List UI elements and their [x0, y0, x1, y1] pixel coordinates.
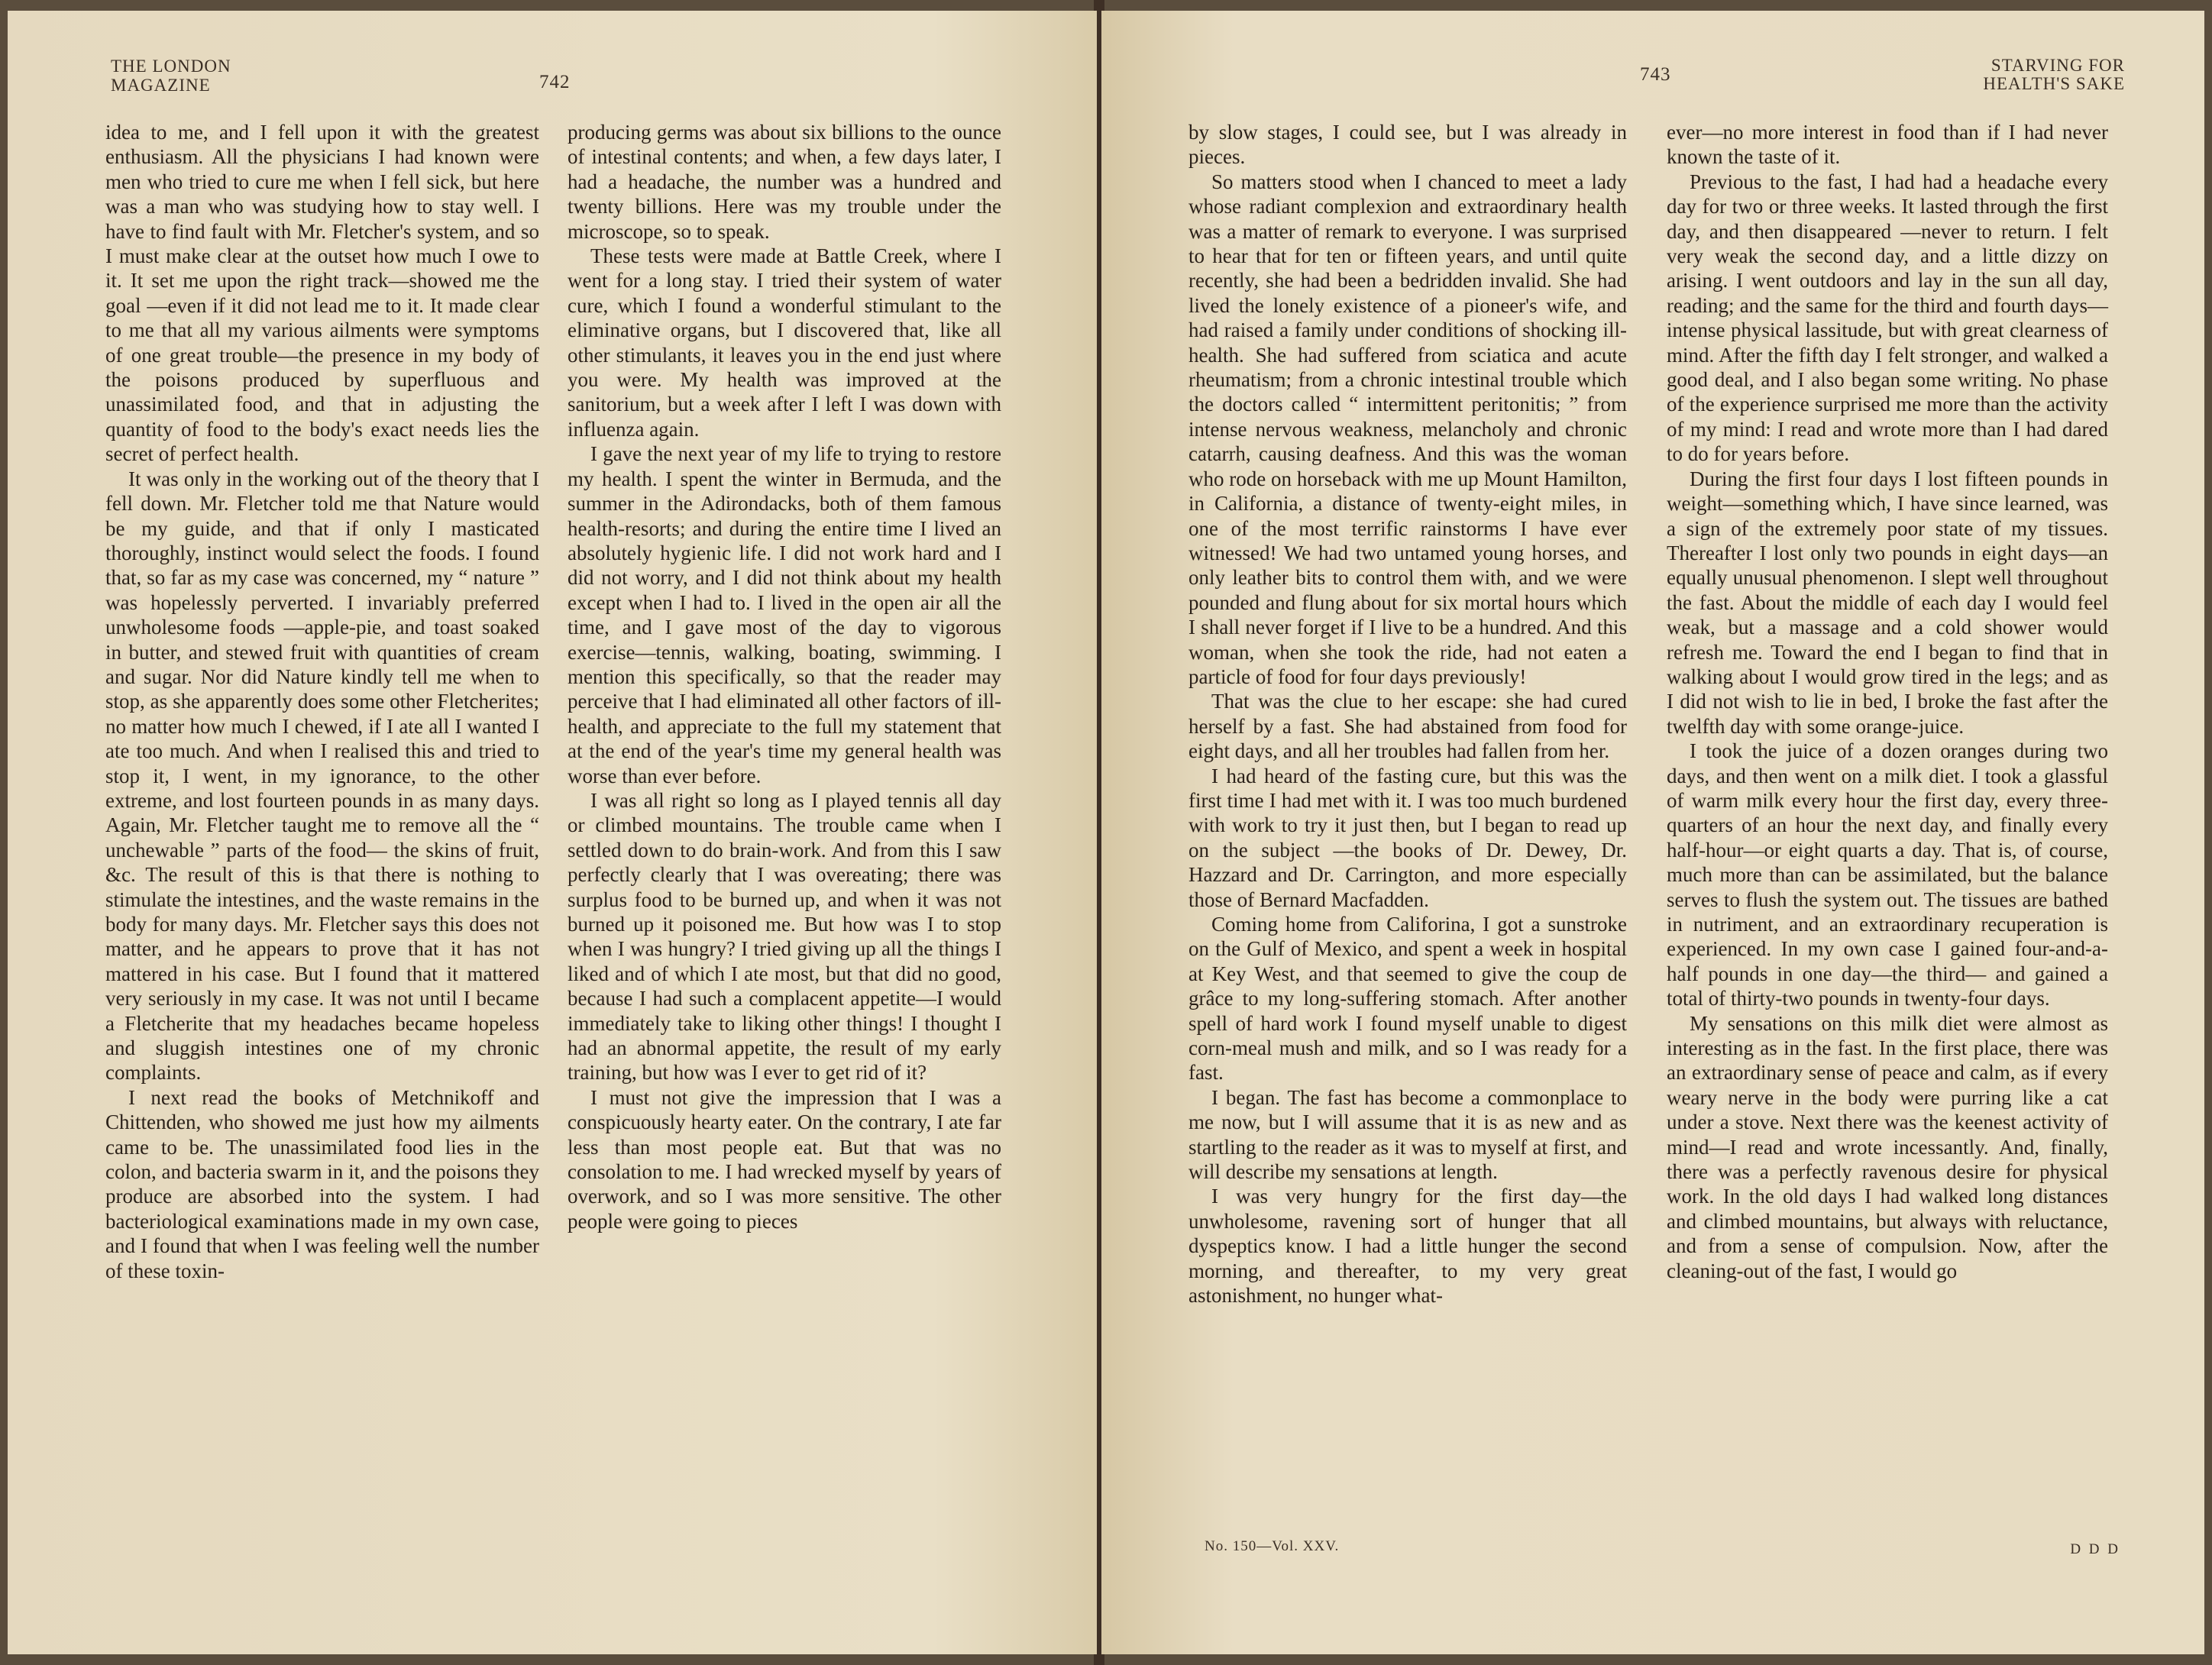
- left-page: [8, 11, 1097, 1654]
- paragraph: producing germs was about six billions to the ounce of intestinal contents; and when, a few days later, I had a headache, the number was a hundred and twenty billions. Here was my trouble under the microscope, so to speak.: [568, 121, 1001, 243]
- paragraph: That was the clue to her escape: she had cured herself by a fast. She had abstained from food for eight days, and all her troubles had fallen from her.: [1188, 690, 1627, 763]
- issue-footer: No. 150—Vol. XXV.: [1205, 1538, 1340, 1554]
- paragraph: I had heard of the fasting cure, but this was the first time I had met with it. I was too much burdened with work to try it just then, but I began to read up on the subject —the books of Dr. Dewey, Dr. Hazzard and Dr. Carrington, and more especially those of Bernard Macfadden.: [1188, 764, 1627, 911]
- running-head-left: THE LONDON MAGAZINE: [111, 57, 231, 95]
- paragraph: by slow stages, I could see, but I was already in pieces.: [1188, 121, 1627, 169]
- paragraph: It was only in the working out of the theory that I fell down. Mr. Fletcher told me that Nature would be my guide, and that if only I masticated thoroughly, instinct would select the foods. I found that, so far as my case was concerned, my “ nature ” was hopelessly perverted. I invariably preferred unwholesome foods —apple-pie, and toast soaked in butter, and stewed fruit with quantities of cream and sugar. Nor did Nature kindly tell me when to stop, as she apparently does some other Fletcherites; no matter how much I chewed, if I ate all I wanted I ate too much. And when I realised this and tried to stop it, I went, in my ignorance, to the other extreme, and lost fourteen pounds in as many days. Again, Mr. Fletcher taught me to remove all the “ unchewable ” parts of the food— the skins of fruit, &c. The result of this is that there is nothing to stimulate the intestines, and the waste remains in the body for many days. Mr. Fletcher says this does not matter, and he appears to prove that it has not mattered in his case. But I found that it mattered very seriously in my case. It was not until I became a Fletcherite that my headaches became hopeless and sluggish intestines one of my chronic complaints.: [105, 467, 539, 1085]
- paragraph: ever—no more interest in food than if I had never known the taste of it.: [1667, 121, 2108, 169]
- paragraph: During the first four days I lost fifteen pounds in weight—something which, I have since learned, was a sign of the extremely poor state of my tissues. Thereafter I lost only two pounds in eight days—an equally unusual phenomenon. I slept well throughout the fast. About the middle of each day I would feel weak, but a massage and a cold shower would refresh me. Toward the end I began to find that in walking about I would grow tired in the legs; and as I did not wish to lie in bed, I broke the fast after the twelfth day with some orange-juice.: [1667, 467, 2108, 738]
- right-page: [1101, 11, 2204, 1654]
- paragraph: Coming home from Califorina, I got a sunstroke on the Gulf of Mexico, and spent a week in hospital at Key West, and that seemed to give the coup de grâce to my long-suffering stomach. After another spell of hard work I found myself unable to digest corn-meal mush and milk, and so I was ready for a fast.: [1188, 913, 1627, 1085]
- paragraph: These tests were made at Battle Creek, where I went for a long stay. I tried their system of water cure, which I found a wonderful stimulant to the eliminative organs, but I discovered that, like all other stimulants, it leaves you in the end just where you were. My health was improved at the sanitorium, but a week after I left I was down with influenza again.: [568, 244, 1001, 441]
- right-column-2: [1667, 120, 2108, 1283]
- paragraph: I must not give the impression that I was a conspicuously hearty eater. On the contrary, I ate far less than most people eat. But that was no consolation to me. I had wrecked myself by years of overwork, and so I was more sensitive. The other people were going to pieces: [568, 1085, 1001, 1233]
- running-head-right: STARVING FOR HEALTH'S SAKE: [1983, 56, 2125, 93]
- paragraph: I was all right so long as I played tennis all day or climbed mountains. The trouble came when I settled down to do brain-work. And from this I saw perfectly clearly that I was overeating; there was surplus food to be burned up, and when it was not burned up it poisoned me. But how was I to stop when I was hungry? I tried giving up all the things I liked and of which I ate most, but that did no good, because I had such a complacent appetite—I would immediately take to liking other things! I thought I had an abnormal appetite, the result of my early training, but how was I ever to get rid of it?: [568, 788, 1001, 1085]
- paragraph: Previous to the fast, I had had a headache every day for two or three weeks. It lasted through the first day, and then disappeared —never to return. I felt very weak the second day, and a little dizzy on arising. I went outdoors and lay in the sun all day, reading; and the same for the third and fourth days—intense physical lassitude, but with great clearness of mind. After the fifth day I felt stronger, and walked a good deal, and I also began some writing. No phase of the experience surprised me more than the activity of my mind: I read and wrote more than I had dared to do for years before.: [1667, 170, 2108, 466]
- left-column-1: [105, 120, 539, 1283]
- paragraph: I began. The fast has become a commonplace to me now, but I will assume that it is as new and as startling to the reader as it was to myself at first, and will describe my sensations at length.: [1188, 1085, 1627, 1184]
- paragraph: I gave the next year of my life to trying to restore my health. I spent the winter in Bermuda, and the summer in the Adirondacks, both of them famous health-resorts; and during the entire time I lived an absolutely hygienic life. I did not work hard and I did not worry, and I did not think about my health except when I had to. I lived in the open air all the time, and I gave most of the day to vigorous exercise—tennis, walking, boating, swimming. I mention this specifically, so that the reader may perceive that I had eliminated all other factors of ill-health, and appreciate to the full my statement that at the end of the year's time my general health was worse than ever before.: [568, 442, 1001, 787]
- paragraph: idea to me, and I fell upon it with the greatest enthusiasm. All the physicians I had known were men who tried to cure me when I fell sick, but here was a man who was studying how to stay well. I have to find fault with Mr. Fletcher's system, and so I must make clear at the outset how much I owe to it. It set me upon the right track—showed me the goal —even if it did not lead me to it. It made clear to me that all my various ailments were symptoms of one great trouble—the presence in my body of the poisons produced by superfluous and unassimilated food, and that in adjusting the quantity of food to the body's exact needs lies the secret of perfect health.: [105, 121, 539, 466]
- right-column-1: [1188, 120, 1627, 1308]
- signature-mark: D D D: [2070, 1541, 2120, 1557]
- paragraph: My sensations on this milk diet were almost as interesting as in the fast. In the first place, there was an extraordinary sense of peace and calm, as if every weary nerve in the body were purring like a cat under a stove. Next there was the keenest activity of mind—I read and wrote incessantly. And, finally, there was a perfectly ravenous desire for physical work. In the old days I had walked long distances and climbed mountains, but always with reluctance, and from a sense of compulsion. Now, after the cleaning-out of the fast, I would go: [1667, 1011, 2108, 1282]
- paragraph: So matters stood when I chanced to meet a lady whose radiant complexion and extraordinary health was a matter of remark to everyone. I was surprised to hear that for ten or fifteen years, and until quite recently, she had been a bedridden invalid. She had lived the lonely existence of a pioneer's wife, and had raised a family under conditions of shocking ill-health. She had suffered from sciatica and acute rheumatism; from a chronic intestinal trouble which the doctors called “ intermittent peritonitis; ” from intense nervous weakness, melancholy and chronic catarrh, causing deafness. And this was the woman who rode on horseback with me up Mount Hamilton, in California, a distance of twenty-eight miles, in one of the most terrific rainstorms I have ever witnessed! We had two untamed young horses, and only leather bits to control them with, and we were pounded and flung about for six mortal hours which I shall never forget if I live to be a hundred. And this woman, when she took the ride, had not eaten a particle of food for four days previously!: [1188, 170, 1627, 688]
- paragraph: I was very hungry for the first day—the unwholesome, ravening sort of hunger that all dyspeptics know. I had a little hunger the second morning, and thereafter, to my very great astonishment, no hunger what-: [1188, 1185, 1627, 1308]
- paragraph: I took the juice of a dozen oranges during two days, and then went on a milk diet. I took a glassful of warm milk every hour the first day, every three-quarters of an hour the next day, and finally every half-hour—or eight quarts a day. That is, of course, much more than can be assimilated, but the balance serves to flush the system out. The tissues are bathed in nutriment, and an extraordinary recuperation is experienced. In my own case I gained four-and-a-half pounds in one day—the third— and gained a total of thirty-two pounds in twenty-four days.: [1667, 739, 2108, 1010]
- left-column-2: [568, 120, 1001, 1233]
- page-number-right: 743: [1640, 64, 1671, 85]
- paragraph: I next read the books of Metchnikoff and Chittenden, who showed me just how my ailments came to be. The unassimilated food lies in the colon, and bacteria swarm in it, and the poisons they produce are absorbed into the system. I had bacteriological examinations made in my own case, and I found that when I was feeling well the number of these toxin-: [105, 1085, 539, 1282]
- page-number-left: 742: [539, 72, 571, 92]
